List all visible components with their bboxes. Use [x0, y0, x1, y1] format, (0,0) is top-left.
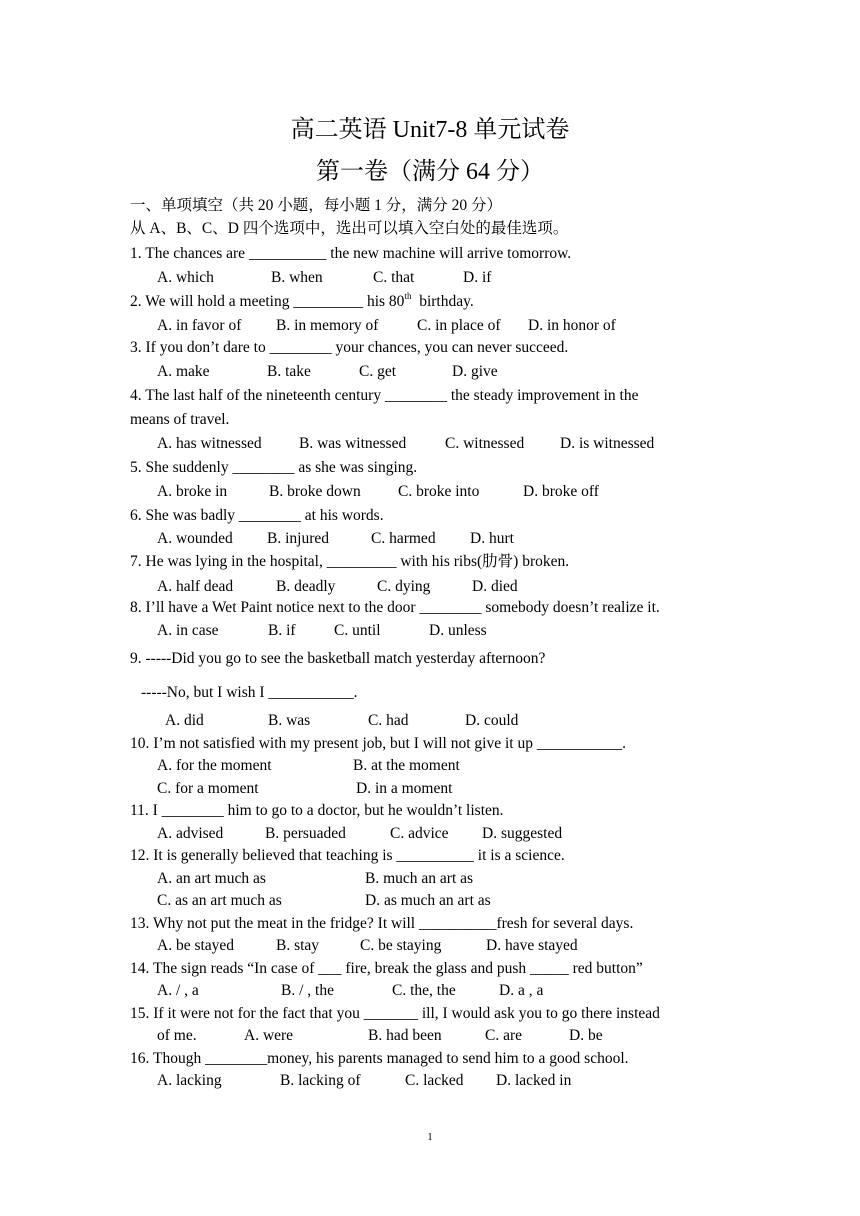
question-12-option-a: A. an art much as [157, 870, 266, 887]
question-12-stem: 12. It is generally believed that teaching is __________ it is a science. [130, 847, 565, 864]
question-2-option-b: B. in memory of [276, 317, 379, 334]
question-5-stem: 5. She suddenly ________ as she was singing. [130, 459, 418, 476]
question-12-option-c: C. as an art much as [157, 892, 282, 909]
section-heading: 一、单项填空（共 20 小题，每小题 1 分，满分 20 分） [130, 197, 503, 214]
question-10-option-c: C. for a moment [157, 780, 259, 797]
question-4-option-a: A. has witnessed [157, 435, 262, 452]
question-8-option-d: D. unless [429, 622, 487, 639]
question-3-stem: 3. If you don’t dare to ________ your chances, you can never succeed. [130, 339, 569, 356]
exam-title: 高二英语 Unit7-8 单元试卷 [290, 117, 570, 143]
question-9-option-d: D. could [465, 712, 519, 729]
question-8-option-b: B. if [268, 622, 296, 639]
question-15-option-a: A. were [244, 1027, 294, 1044]
question-15-stem: 15. If it were not for the fact that you _______ ill, I would ask you to go there instead [130, 1005, 660, 1022]
question-4-option-c: C. witnessed [445, 435, 525, 452]
question-13-option-d: D. have stayed [486, 937, 578, 954]
question-11-stem: 11. I ________ him to go to a doctor, but he wouldn’t listen. [130, 802, 504, 819]
question-4-stem-continued: means of travel. [130, 411, 230, 428]
question-13-option-c: C. be staying [360, 937, 442, 954]
question-16-option-c: C. lacked [405, 1072, 464, 1089]
question-2-option-d: D. in honor of [528, 317, 616, 334]
question-12-option-b: B. much an art as [365, 870, 474, 887]
question-10-option-b: B. at the moment [353, 757, 460, 774]
question-2-option-a: A. in favor of [157, 317, 242, 334]
question-16-option-d: D. lacked in [496, 1072, 572, 1089]
question-6-option-d: D. hurt [470, 530, 514, 547]
question-16-option-b: B. lacking of [280, 1072, 361, 1089]
question-6-stem: 6. She was badly ________ at his words. [130, 507, 384, 524]
question-4-option-d: D. is witnessed [560, 435, 655, 452]
question-14-option-b: B. / , the [281, 982, 334, 999]
question-6-option-b: B. injured [267, 530, 329, 547]
question-1-stem: 1. The chances are __________ the new machine will arrive tomorrow. [130, 245, 572, 262]
question-10-option-a: A. for the moment [157, 757, 272, 774]
section-instruction: 从 A、B、C、D 四个选项中，选出可以填入空白处的最佳选项。 [130, 220, 569, 237]
question-8-stem: 8. I’ll have a Wet Paint notice next to the door ________ somebody doesn’t realize it. [130, 599, 660, 616]
question-16-stem: 16. Though ________money, his parents managed to send him to a good school. [130, 1050, 629, 1067]
question-1-option-d: D. if [463, 269, 492, 286]
question-3-option-c: C. get [359, 363, 397, 380]
question-9-stem-continued: -----No, but I wish I ___________. [141, 684, 358, 701]
question-9-option-b: B. was [268, 712, 311, 729]
question-16-option-a: A. lacking [157, 1072, 222, 1089]
page-number: 1 [427, 1131, 433, 1143]
exam-subtitle: 第一卷（满分 64 分） [316, 159, 544, 185]
question-11-option-b: B. persuaded [265, 825, 346, 842]
question-6-option-c: C. harmed [371, 530, 436, 547]
question-14-option-d: D. a , a [499, 982, 544, 999]
question-9-option-c: C. had [368, 712, 409, 729]
question-4-stem: 4. The last half of the nineteenth century ________ the steady improvement in the [130, 387, 639, 404]
question-5-option-b: B. broke down [269, 483, 361, 500]
question-7-option-b: B. deadly [276, 578, 336, 595]
question-10-option-d: D. in a moment [356, 780, 453, 797]
question-5-option-a: A. broke in [157, 483, 228, 500]
question-1-option-c: C. that [373, 269, 415, 286]
question-5-option-d: D. broke off [523, 483, 599, 500]
question-15-option-c: C. are [485, 1027, 523, 1044]
question-9-option-a: A. did [165, 712, 204, 729]
question-8-option-a: A. in case [157, 622, 219, 639]
question-7-option-d: D. died [472, 578, 518, 595]
question-7-option-a: A. half dead [157, 578, 234, 595]
question-9-stem: 9. -----Did you go to see the basketball match yesterday afternoon? [130, 650, 546, 667]
question-13-stem: 13. Why not put the meat in the fridge? It will __________fresh for several days. [130, 915, 634, 932]
question-3-option-b: B. take [267, 363, 311, 380]
question-5-option-c: C. broke into [398, 483, 480, 500]
question-11-option-c: C. advice [390, 825, 449, 842]
question-6-option-a: A. wounded [157, 530, 233, 547]
question-15-option-d: D. be [569, 1027, 603, 1044]
question-8-option-c: C. until [334, 622, 381, 639]
question-13-option-b: B. stay [276, 937, 320, 954]
question-10-stem: 10. I’m not satisfied with my present job, but I will not give it up ___________. [130, 735, 626, 752]
question-11-option-a: A. advised [157, 825, 224, 842]
question-7-option-c: C. dying [377, 578, 431, 595]
question-2-stem: 2. We will hold a meeting _________ his 80th birthday. [130, 291, 474, 310]
question-11-option-d: D. suggested [482, 825, 563, 842]
question-15-option-b: B. had been [368, 1027, 442, 1044]
question-3-option-a: A. make [157, 363, 210, 380]
question-2-option-c: C. in place of [417, 317, 501, 334]
question-1-option-a: A. which [157, 269, 214, 286]
question-14-option-c: C. the, the [392, 982, 456, 999]
question-3-option-d: D. give [452, 363, 498, 380]
question-14-option-a: A. / , a [157, 982, 199, 999]
question-15-stem-continued: of me. [157, 1027, 197, 1044]
question-1-option-b: B. when [271, 269, 323, 286]
question-7-stem: 7. He was lying in the hospital, _________ with his ribs(肋骨) broken. [130, 553, 570, 570]
question-12-option-d: D. as much an art as [365, 892, 491, 909]
question-13-option-a: A. be stayed [157, 937, 235, 954]
question-14-stem: 14. The sign reads “In case of ___ fire, break the glass and push _____ red button” [130, 960, 643, 977]
question-4-option-b: B. was witnessed [299, 435, 407, 452]
